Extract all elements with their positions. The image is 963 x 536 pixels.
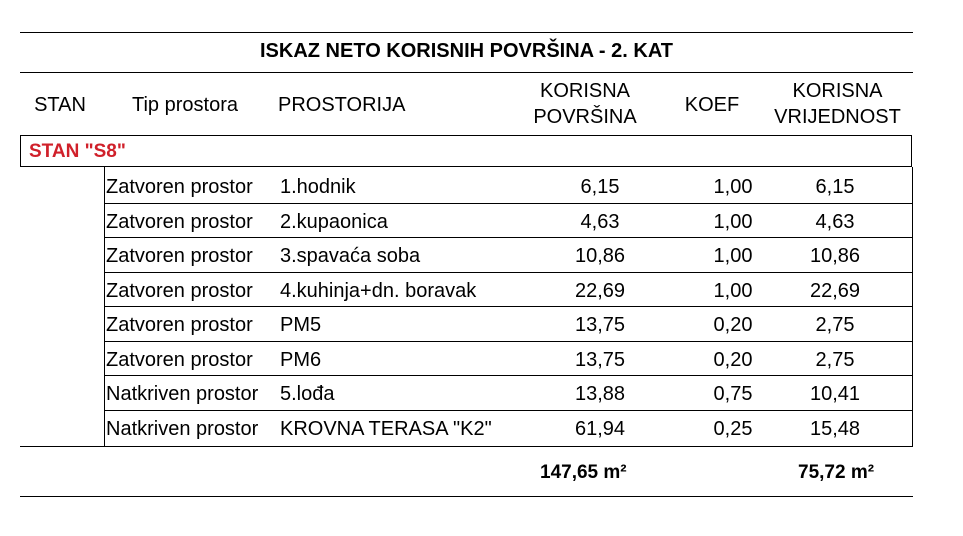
- stan-label: STAN "S8": [29, 141, 126, 162]
- cell-tip-prostora: Zatvoren prostor: [106, 314, 253, 336]
- header-stan: STAN: [34, 94, 86, 116]
- cell-prostorija: PM5: [280, 314, 322, 336]
- header-tip-prostora: Tip prostora: [132, 94, 238, 116]
- cell-prostorija: PM6: [280, 348, 322, 371]
- header-korisna-vrijednost: [765, 78, 910, 130]
- cell-koef: 1,00: [713, 176, 753, 198]
- cell-korisna-povrsina: 13,75: [574, 314, 626, 336]
- header-povrsina-line2: POVRŠINA: [533, 106, 637, 128]
- cell-korisna-vrijednost: 2,75: [815, 314, 855, 336]
- row-divider: [104, 203, 913, 204]
- cell-prostorija: KROVNA TERASA "K2": [280, 417, 492, 440]
- stan-section-header: [20, 135, 912, 167]
- table-row: [105, 343, 913, 377]
- cell-tip-prostora: Zatvoren prostor: [106, 245, 253, 267]
- row-divider: [104, 341, 913, 342]
- header-prostorija: PROSTORIJA: [278, 94, 406, 116]
- cell-koef: 1,00: [713, 245, 753, 267]
- cell-korisna-vrijednost: 10,41: [809, 383, 861, 405]
- cell-korisna-povrsina: 10,86: [574, 245, 626, 267]
- table-row: [105, 308, 913, 342]
- total-vrijednost: 75,72 m²: [798, 462, 875, 483]
- cell-korisna-vrijednost: 10,86: [809, 245, 861, 267]
- cell-prostorija: 4.kuhinja+dn. boravak: [280, 279, 477, 302]
- cell-tip-prostora: Natkriven prostor: [106, 417, 259, 440]
- table-row: [105, 239, 913, 273]
- cell-korisna-povrsina: 13,75: [574, 348, 626, 371]
- cell-korisna-povrsina: 13,88: [574, 383, 626, 405]
- header-koef: KOEF: [684, 94, 740, 116]
- cell-prostorija: 1.hodnik: [280, 176, 356, 198]
- cell-prostorija: 2.kupaonica: [280, 210, 388, 233]
- cell-koef: 1,00: [713, 279, 753, 302]
- cell-koef: 0,75: [713, 383, 753, 405]
- cell-prostorija: 3.spavaća soba: [280, 245, 421, 267]
- cell-koef: 0,25: [713, 417, 753, 440]
- cell-tip-prostora: Natkriven prostor: [106, 383, 259, 405]
- header-korisna-povrsina: [515, 78, 655, 130]
- cell-prostorija: 5.lođa: [280, 383, 335, 405]
- cell-tip-prostora: Zatvoren prostor: [106, 279, 253, 302]
- row-divider: [104, 237, 913, 238]
- cell-korisna-vrijednost: 22,69: [809, 279, 861, 302]
- table-title: ISKAZ NETO KORISNIH POVRŠINA - 2. KAT: [260, 40, 673, 62]
- table-row: [105, 274, 913, 308]
- header-povrsina-line1: KORISNA: [539, 80, 631, 102]
- table-row: [105, 377, 913, 411]
- cell-tip-prostora: Zatvoren prostor: [106, 210, 253, 233]
- row-divider: [104, 375, 913, 376]
- header-vrijednost-line2: VRIJEDNOST: [774, 106, 901, 128]
- title-rule: [20, 72, 913, 73]
- cell-korisna-vrijednost: 4,63: [815, 210, 855, 233]
- row-divider: [104, 410, 913, 411]
- cell-korisna-vrijednost: 2,75: [815, 348, 855, 371]
- table-row: [105, 170, 913, 204]
- cell-tip-prostora: Zatvoren prostor: [106, 176, 253, 198]
- table-row: [105, 412, 913, 446]
- cell-koef: 0,20: [713, 348, 753, 371]
- cell-korisna-povrsina: 4,63: [580, 210, 620, 233]
- bottom-rows-rule: [20, 446, 913, 447]
- cell-korisna-povrsina: 61,94: [574, 417, 626, 440]
- row-divider: [104, 272, 913, 273]
- cell-korisna-vrijednost: 15,48: [809, 417, 861, 440]
- cell-korisna-vrijednost: 6,15: [815, 176, 855, 198]
- top-rule: [20, 32, 913, 33]
- final-rule: [20, 496, 913, 497]
- cell-korisna-povrsina: 6,15: [580, 176, 620, 198]
- cell-korisna-povrsina: 22,69: [574, 279, 626, 302]
- header-vrijednost-line1: KORISNA: [792, 80, 883, 102]
- table-row: [105, 205, 913, 239]
- row-divider: [104, 306, 913, 307]
- cell-koef: 0,20: [713, 314, 753, 336]
- cell-koef: 1,00: [713, 210, 753, 233]
- cell-tip-prostora: Zatvoren prostor: [106, 348, 253, 371]
- total-povrsina: 147,65 m²: [540, 462, 627, 483]
